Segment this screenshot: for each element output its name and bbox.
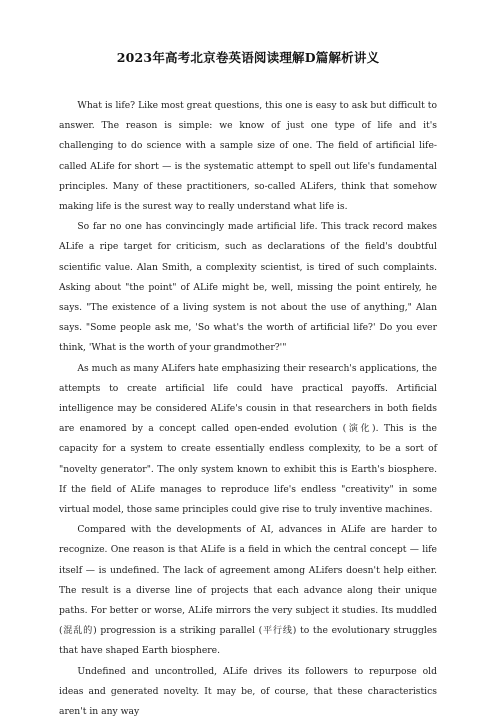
paragraph-3: As much as many ALifers hate emphasizing their research's applications, the attempts to create artificial life could have practical payoffs. Artificial intelligence may be considered ALife's cousin in that researchers in both fields are enamored by a concept called open-ended evolution (演化). This is the capacity for a system to create essentially endless complexity, to be a sort of "novelty generator". The only system known to exhibit this is Earth's biosphere. If the field of ALife manages to reproduce life's endless "creativity" in some virtual model, those same principles could give rise to truly inventive machines. (59, 362, 437, 516)
document-title: 2023年高考北京卷英语阅读理解D篇解析讲义 (116, 50, 380, 65)
paragraph-4: Compared with the developments of AI, advances in ALife are harder to recognize. One reason is that ALife is a field in which the central concept — life itself — is undefined. The lack of agreement among ALifers doesn't help either. The result is a diverse line of projects that each advance along their unique paths. For better or worse, ALife mirrors the very subject it studies. Its muddled (混乱的) progression is a striking parallel (平行线) to the evolutionary struggles that have shaped Earth biosphere. (59, 524, 437, 657)
paragraph-5: Undefined and uncontrolled, ALife drives its followers to repurpose old ideas and generated novelty. It may be, of course, that these characteristics aren't in any way (59, 665, 437, 718)
paragraph-2: So far no one has convincingly made artificial life. This track record makes ALife a ripe target for criticism, such as declarations of the field's doubtful scientific value. Alan Smith, a complexity scientist, is tired of such complaints. Asking about "the point" of ALife might be, well, missing the point entirely, he says. "The existence of a living system is not about the use of anything," Alan says. "Some people ask me, 'So what's the worth of artificial life?' Do you ever think, 'What is the worth of your grandmother?'" (59, 221, 437, 354)
paragraph-1: What is life? Like most great questions, this one is easy to ask but difficult to answer. The reason is simple: we know of just one type of life and it's challenging to do science with a sample size of one. The field of artificial life-called ALife for short — is the systematic attempt to spell out life's fundamental principles. Many of these practitioners, so-called ALifers, think that somehow making life is the surest way to really understand what life is. (59, 100, 437, 213)
